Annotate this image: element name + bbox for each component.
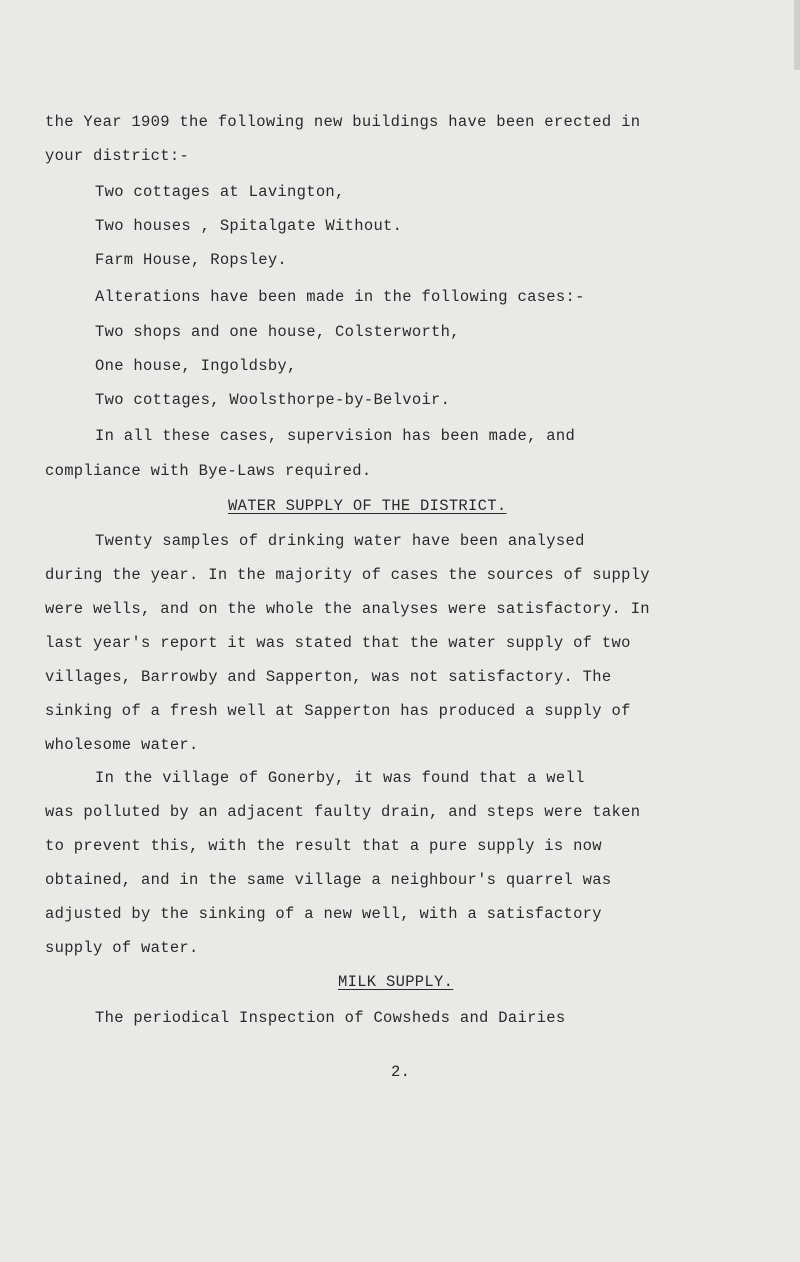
water-para1-line: sinking of a fresh well at Sapperton has produced a supply of — [45, 702, 631, 720]
alteration-item: Two shops and one house, Colsterworth, — [95, 323, 460, 341]
water-para2-line: adjusted by the sinking of a new well, with a satisfactory — [45, 905, 602, 923]
alteration-item: Two cottages, Woolsthorpe-by-Belvoir. — [95, 391, 451, 409]
water-para2-line: was polluted by an adjacent faulty drain, and steps were taken — [45, 803, 641, 821]
water-para2-line: obtained, and in the same village a neighbour's quarrel was — [45, 871, 612, 889]
new-building-item: Two cottages at Lavington, — [95, 183, 345, 201]
supervision-line-2: compliance with Bye-Laws required. — [45, 462, 372, 480]
water-para1-line: Twenty samples of drinking water have been analysed — [95, 532, 585, 550]
milk-supply-heading: MILK SUPPLY. — [338, 973, 454, 991]
intro-line-1: the Year 1909 the following new buildings have been erected in — [45, 113, 641, 131]
new-building-item: Farm House, Ropsley. — [95, 251, 288, 269]
water-para1-line: last year's report it was stated that the water supply of two — [45, 634, 631, 652]
water-supply-heading: WATER SUPPLY OF THE DISTRICT. — [228, 497, 507, 515]
water-para1-line: during the year. In the majority of cases the sources of supply — [45, 566, 650, 584]
water-para1-line: wholesome water. — [45, 736, 199, 754]
alterations-intro: Alterations have been made in the following cases:- — [95, 288, 585, 306]
intro-line-2: your district:- — [45, 147, 190, 165]
supervision-line-1: In all these cases, supervision has been made, and — [95, 427, 576, 445]
alteration-item: One house, Ingoldsby, — [95, 357, 297, 375]
water-para2-line: to prevent this, with the result that a pure supply is now — [45, 837, 602, 855]
water-para2-line: supply of water. — [45, 939, 199, 957]
new-building-item: Two houses , Spitalgate Without. — [95, 217, 403, 235]
page-number: 2. — [391, 1063, 411, 1081]
milk-para-line: The periodical Inspection of Cowsheds and Dairies — [95, 1009, 566, 1027]
water-para2-line: In the village of Gonerby, it was found that a well — [95, 769, 585, 787]
water-para1-line: were wells, and on the whole the analyses were satisfactory. In — [45, 600, 650, 618]
page-edge — [794, 0, 800, 70]
water-para1-line: villages, Barrowby and Sapperton, was not satisfactory. The — [45, 668, 612, 686]
